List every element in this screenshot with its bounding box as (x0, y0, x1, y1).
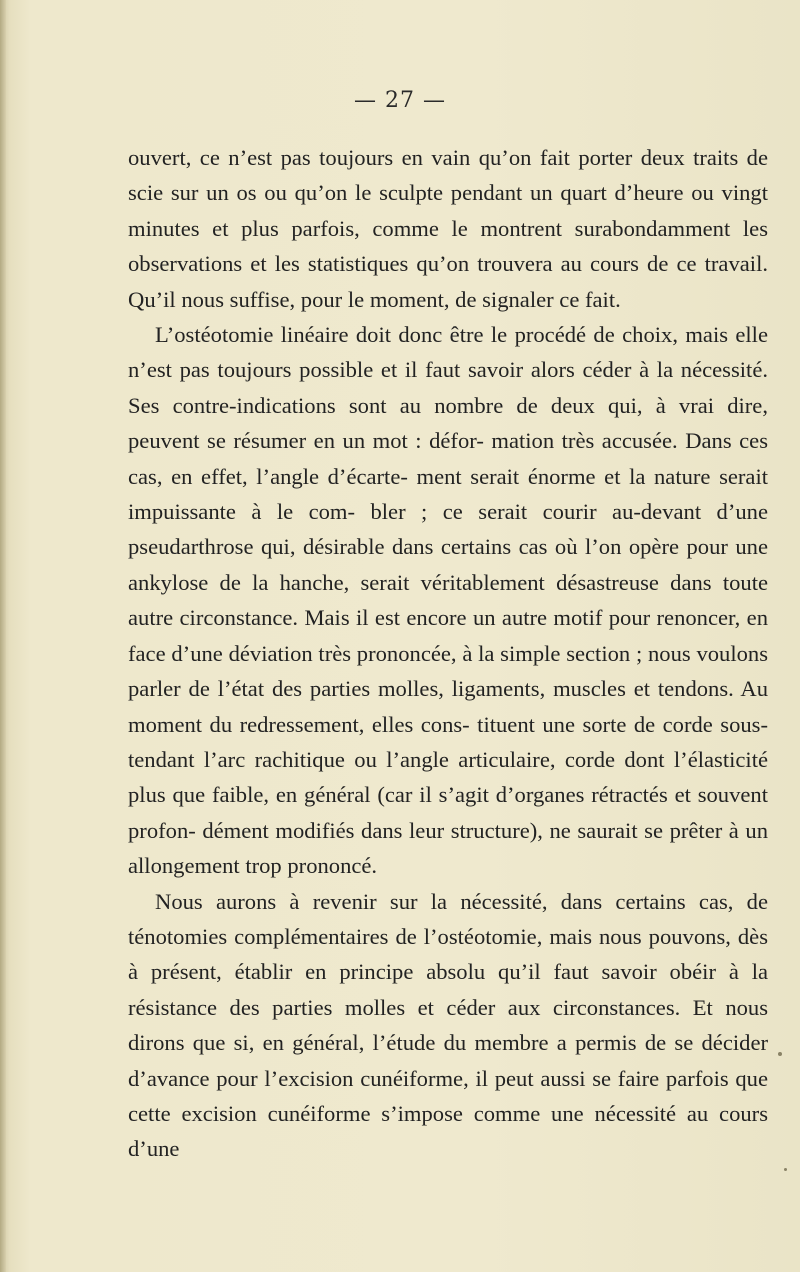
page-number: — 27 — (354, 88, 446, 113)
paper-speck (784, 1168, 787, 1171)
paragraph-1: ouvert, ce n’est pas toujours en vain qu’on fait porter deux traits de scie sur un os ou qu’on le sculpte pendant un quart d’heure ou vingt minutes et plus parfois, comme le montrent surabondamment les observations et les statistiques qu’on trouvera au cours de ce travail. Qu’il nous suffise, pour le moment, de signaler ce fait. (128, 145, 768, 312)
paragraph-3: Nous aurons à revenir sur la nécessité, dans certains cas, de ténotomies complémentaires de l’ostéotomie, mais nous pouvons, dès à présent, établir en principe absolu qu’il faut savoir obéir à la résistance des parties molles et céder aux circonstances. Et nous dirons que si, en général, l’étude du membre a permis de se décider d’avance pour l’excision cunéiforme, il peut aussi se faire parfois que cette excision cunéiforme s’impose comme une nécessité au cours d’une (128, 888, 768, 1162)
paragraph-2: L’ostéotomie linéaire doit donc être le procédé de choix, mais elle n’est pas toujours possible et il faut savoir alors céder à la nécessité. Ses contre-indications sont au nombre de deux qui, à vrai dire, peuvent se résumer en un mot : défor- mation très accusée. Dans ces cas, en effet, l’angle d’écarte- ment serait énorme et la nature serait impuissante à le com- bler ; ce serait courir au-devant d’une pseudarthrose qui, désirable dans certains cas où l’on opère pour une ankylose de la hanche, serait véritablement désastreuse dans toute autre circonstance. Mais il est encore un autre motif pour renoncer, en face d’une déviation très prononcée, à la simple section ; nous voulons parler de l’état des parties molles, ligaments, muscles et tendons. Au moment du redressement, elles cons- tituent une sorte de corde sous-tendant l’arc rachitique ou l’angle articulaire, corde dont l’élasticité plus que faible, en général (car il s’agit d’organes rétractés et souvent profon- dément modifiés dans leur structure), ne saurait se prêter à un allongement trop prononcé. (128, 322, 768, 879)
body-text (128, 140, 768, 1167)
paper-speck (778, 1052, 782, 1056)
page-binding-edge (0, 0, 6, 1272)
